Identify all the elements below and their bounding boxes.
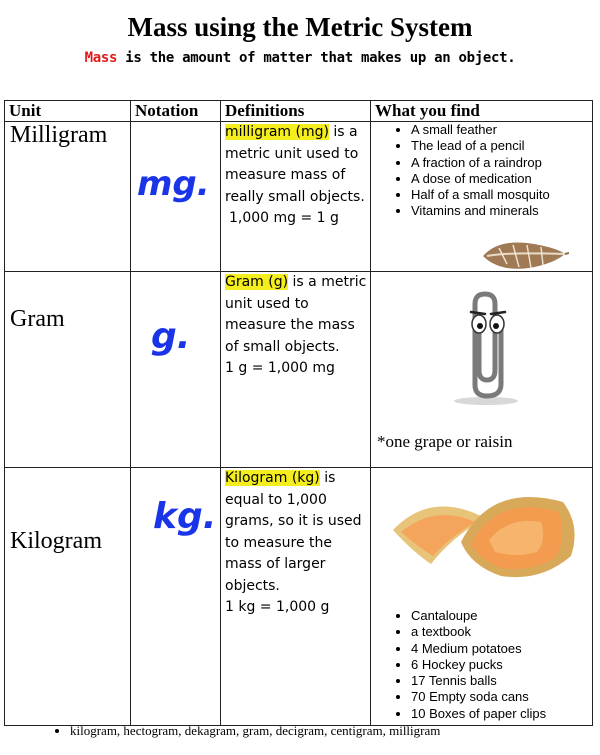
list-item: • A dose of medication bbox=[411, 171, 592, 187]
definition-cell bbox=[221, 122, 371, 272]
definition-text: is a metric unit used to measure mass of really small objects. bbox=[225, 124, 365, 205]
find-list bbox=[371, 122, 592, 220]
table-row-milligram bbox=[5, 122, 593, 272]
definition-cell bbox=[221, 272, 371, 468]
list-item: • 10 Boxes of paper clips bbox=[411, 706, 546, 722]
notation-cell bbox=[131, 468, 221, 726]
header-notation: Notation bbox=[131, 101, 221, 122]
list-item: • 70 Empty soda cans bbox=[411, 689, 546, 705]
find-cell bbox=[371, 468, 593, 726]
unit-cell bbox=[5, 272, 131, 468]
definition-equation: 1 kg = 1,000 g bbox=[225, 599, 330, 615]
list-item: • kilogram, hectogram, dekagram, gram, decigram, centigram, milligram bbox=[70, 723, 600, 739]
definition-equation: 1,000 mg = 1 g bbox=[229, 210, 339, 226]
subtitle-highlight: Mass bbox=[84, 50, 118, 66]
unit-label: Milligram bbox=[10, 122, 108, 148]
footer-list bbox=[40, 723, 600, 739]
paperclip-image bbox=[451, 290, 521, 406]
definition-term: Gram (g) bbox=[225, 274, 289, 290]
table-row-gram bbox=[5, 272, 593, 468]
list-item: • A fraction of a raindrop bbox=[411, 155, 592, 171]
definition-text: is a metric unit used to measure the mass of small objects. bbox=[225, 274, 367, 355]
find-list bbox=[371, 608, 546, 722]
find-cell bbox=[371, 272, 593, 468]
definition-text: is equal to 1,000 grams, so it is used to measure the mass of larger objects. bbox=[225, 470, 362, 594]
page-title: Mass using the Metric System bbox=[127, 12, 473, 42]
list-item: • 4 Medium potatoes bbox=[411, 641, 546, 657]
handwritten-notation: kg. bbox=[153, 496, 217, 537]
list-item: • a textbook bbox=[411, 624, 546, 640]
feather-image bbox=[479, 234, 569, 274]
definition-term: milligram (mg) bbox=[225, 124, 329, 140]
list-item: • 6 Hockey pucks bbox=[411, 657, 546, 673]
header-what-you-find: What you find bbox=[371, 101, 593, 122]
list-item: • A small feather bbox=[411, 122, 592, 138]
find-cell bbox=[371, 122, 593, 272]
unit-cell bbox=[5, 468, 131, 726]
gram-note: *one grape or raisin bbox=[377, 432, 513, 451]
definition-equation: 1 g = 1,000 mg bbox=[225, 360, 335, 376]
subtitle-text: is the amount of matter that makes up an object. bbox=[117, 50, 516, 66]
list-item: • The lead of a pencil bbox=[411, 138, 592, 154]
list-item: • Vitamins and minerals bbox=[411, 203, 592, 219]
header-definitions: Definitions bbox=[221, 101, 371, 122]
notation-cell bbox=[131, 272, 221, 468]
definition-term: Kilogram (kg) bbox=[225, 470, 320, 486]
list-item: • Cantaloupe bbox=[411, 608, 546, 624]
unit-label: Gram bbox=[10, 306, 65, 332]
mass-table bbox=[4, 100, 593, 726]
page-subtitle bbox=[0, 50, 600, 66]
unit-label: Kilogram bbox=[10, 528, 102, 554]
notation-cell bbox=[131, 122, 221, 272]
handwritten-notation: g. bbox=[151, 316, 191, 357]
list-item: • 17 Tennis balls bbox=[411, 673, 546, 689]
table-header-row bbox=[5, 101, 593, 122]
cantaloupe-image bbox=[391, 482, 581, 592]
unit-cell bbox=[5, 122, 131, 272]
definition-cell bbox=[221, 468, 371, 726]
footer-note bbox=[40, 723, 600, 739]
header-unit: Unit bbox=[5, 101, 131, 122]
handwritten-notation: mg. bbox=[137, 164, 210, 204]
list-item: • Half of a small mosquito bbox=[411, 187, 592, 203]
table-row-kilogram bbox=[5, 468, 593, 726]
